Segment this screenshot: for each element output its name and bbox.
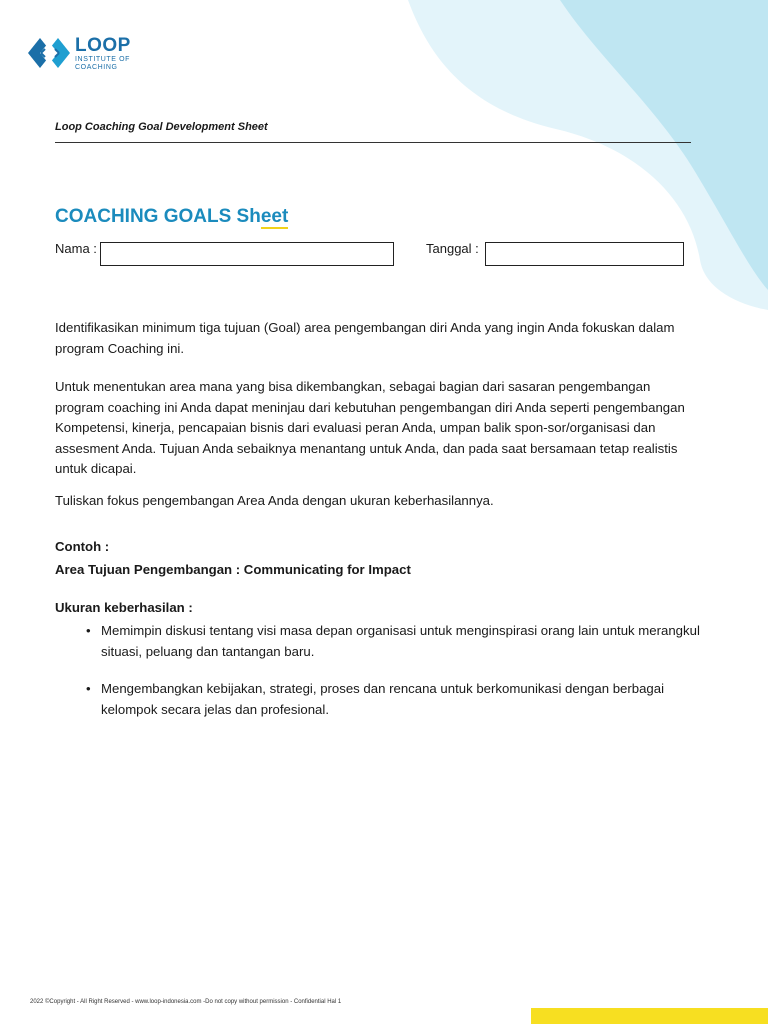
bullet-icon: • — [86, 623, 91, 638]
nama-input[interactable] — [100, 242, 394, 266]
loop-logo-icon — [28, 36, 74, 70]
sheet-title — [55, 206, 288, 228]
list-item-text: Mengembangkan kebijakan, strategi, proses dan rencana untuk berkomunikasi dengan berbagai kelompok secara jelas dan profesional. — [101, 681, 665, 717]
logo-subtitle-2: COACHING — [75, 63, 118, 71]
instruction-paragraph-1: Identifikasikan minimum tiga tujuan (Goal) area pengembangan diri Anda yang ingin Anda fokuskan dalam program Coaching ini. — [55, 320, 675, 356]
document-header-title: Loop Coaching Goal Development Sheet — [55, 121, 268, 133]
success-criteria-list — [84, 621, 714, 737]
ukuran-keberhasilan-label: Ukuran keberhasilan : — [55, 600, 193, 615]
footer-copyright: 2022 ©Copyright - All Right Reserved - www.loop-indonesia.com -Do not copy without permission - Confidential Hal 1 — [30, 999, 342, 1005]
bullet-icon: • — [86, 681, 91, 696]
instruction-paragraph-2: Untuk menentukan area mana yang bisa dikembangkan, sebagai bagian dari sasaran pengembangan program coaching ini Anda dapat meninjau dari kebutuhan pengembangan diri Anda seperti pengembangan Kompetensi, kinerja, pencapaian bisnis dari evaluasi peran Anda, umpan balik spon-sor/organisasi dan assesment Anda. Tujuan Anda sebaiknya menantang untuk Anda, dan pada saat bersamaan tetap realistis untuk dicapai. — [55, 379, 685, 476]
tanggal-input[interactable] — [485, 242, 684, 266]
logo-word: LOOP — [75, 34, 131, 56]
list-item — [84, 621, 714, 662]
header-divider — [55, 142, 691, 143]
list-item — [84, 679, 714, 720]
loop-logo — [28, 34, 138, 72]
nama-label: Nama : — [55, 241, 97, 256]
area-tujuan-label: Area Tujuan Pengembangan : Communicating for Impact — [55, 562, 411, 577]
logo-subtitle-1: INSTITUTE OF — [75, 55, 131, 63]
instruction-paragraph-3: Tuliskan fokus pengembangan Area Anda dengan ukuran keberhasilannya. — [55, 493, 494, 508]
tanggal-label: Tanggal : — [426, 241, 479, 256]
sheet-title-underlined: eet — [260, 206, 289, 227]
list-item-text: Memimpin diskusi tentang visi masa depan organisasi untuk menginspirasi orang lain untuk merangkul situasi, peluang dan tantangan baru. — [101, 623, 700, 659]
sheet-title-main: COACHING GOALS Sh — [55, 206, 261, 227]
footer-accent-bar — [531, 1008, 768, 1024]
contoh-label: Contoh : — [55, 539, 110, 554]
